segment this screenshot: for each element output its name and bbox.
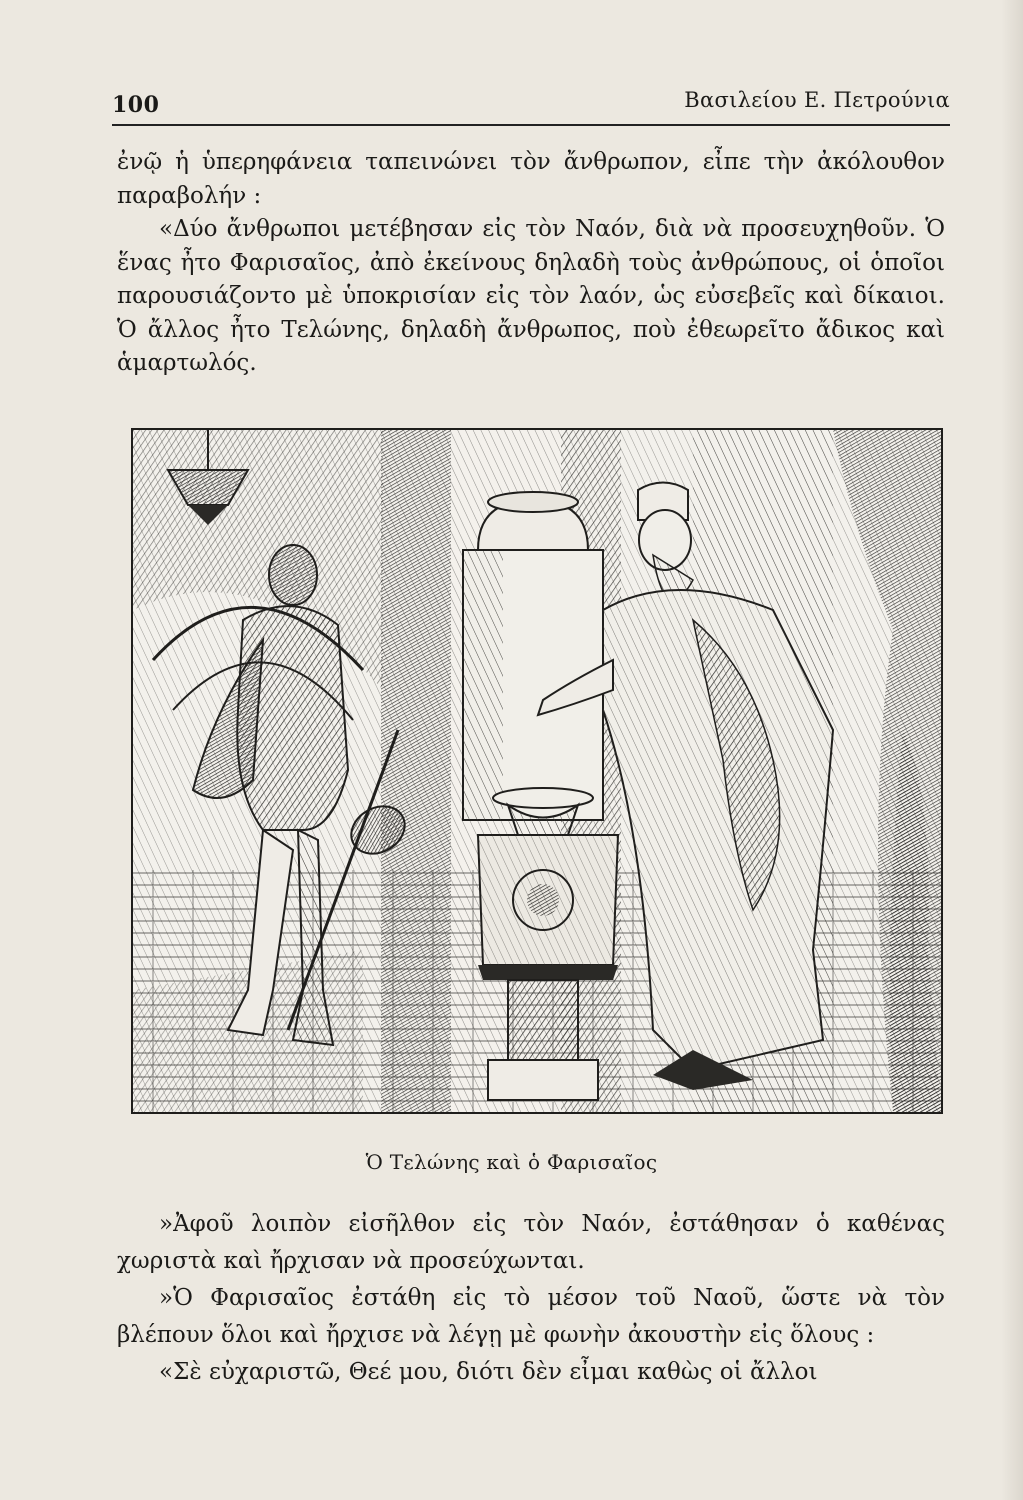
paragraph: »Ἀφοῦ λοιπὸν εἰσῆλθον εἰς τὸν Ναόν, ἐστάθησαν ὁ καθένας χωριστὰ καὶ ἤρχισαν νὰ προσεύχωνται. — [117, 1211, 945, 1274]
engraving-illustration — [131, 428, 943, 1114]
paragraph: ἐνῷ ἡ ὑπερηφάνεια ταπεινώνει τὸν ἄνθρωπον, εἶπε τὴν ἀκόλουθον παραβολήν : — [117, 149, 945, 209]
paragraph: «Σὲ εὐχαριστῶ, Θεέ μου, διότι δὲν εἶμαι καθὼς οἱ ἄλλοι — [159, 1359, 818, 1385]
running-head-author: Βασιλείου Ε. Πετρούνια — [684, 88, 950, 112]
engraving-drawing — [133, 430, 941, 1112]
body-text-top — [117, 146, 945, 381]
illustration-caption: Ὁ Τελώνης καὶ ὁ Φαρισαῖος — [365, 1150, 658, 1174]
header-rule — [112, 124, 950, 126]
body-text-bottom — [117, 1206, 945, 1391]
page-edge-shadow — [1001, 0, 1023, 1500]
paragraph: «Δύο ἄνθρωποι μετέβησαν εἰς τὸν Ναόν, διὰ νὰ προσευχηθοῦν. Ὁ ἕνας ἦτο Φαρισαῖος, ἀπὸ ἐκείνους δηλαδὴ τοὺς ἀνθρώπους, οἱ ὁποῖοι παρουσιάζοντο μὲ ὑποκρισίαν εἰς τὸν λαόν, ὡς εὐσεβεῖς καὶ δίκαιοι. Ὁ ἄλλος ἦτο Τελώνης, δηλαδὴ ἄνθρωπος, ποὺ ἐθεωρεῖτο ἄδικος καὶ ἁμαρτωλός. — [117, 216, 945, 376]
paragraph: »Ὁ Φαρισαῖος ἐστάθη εἰς τὸ μέσον τοῦ Ναοῦ, ὥστε νὰ τὸν βλέπουν ὅλοι καὶ ἤρχισε νὰ λέγῃ μὲ φωνὴν ἀκουστὴν εἰς ὅλους : — [117, 1285, 945, 1348]
urn-pedestal — [463, 492, 603, 820]
page-number: 100 — [112, 92, 160, 118]
running-head — [112, 84, 950, 124]
